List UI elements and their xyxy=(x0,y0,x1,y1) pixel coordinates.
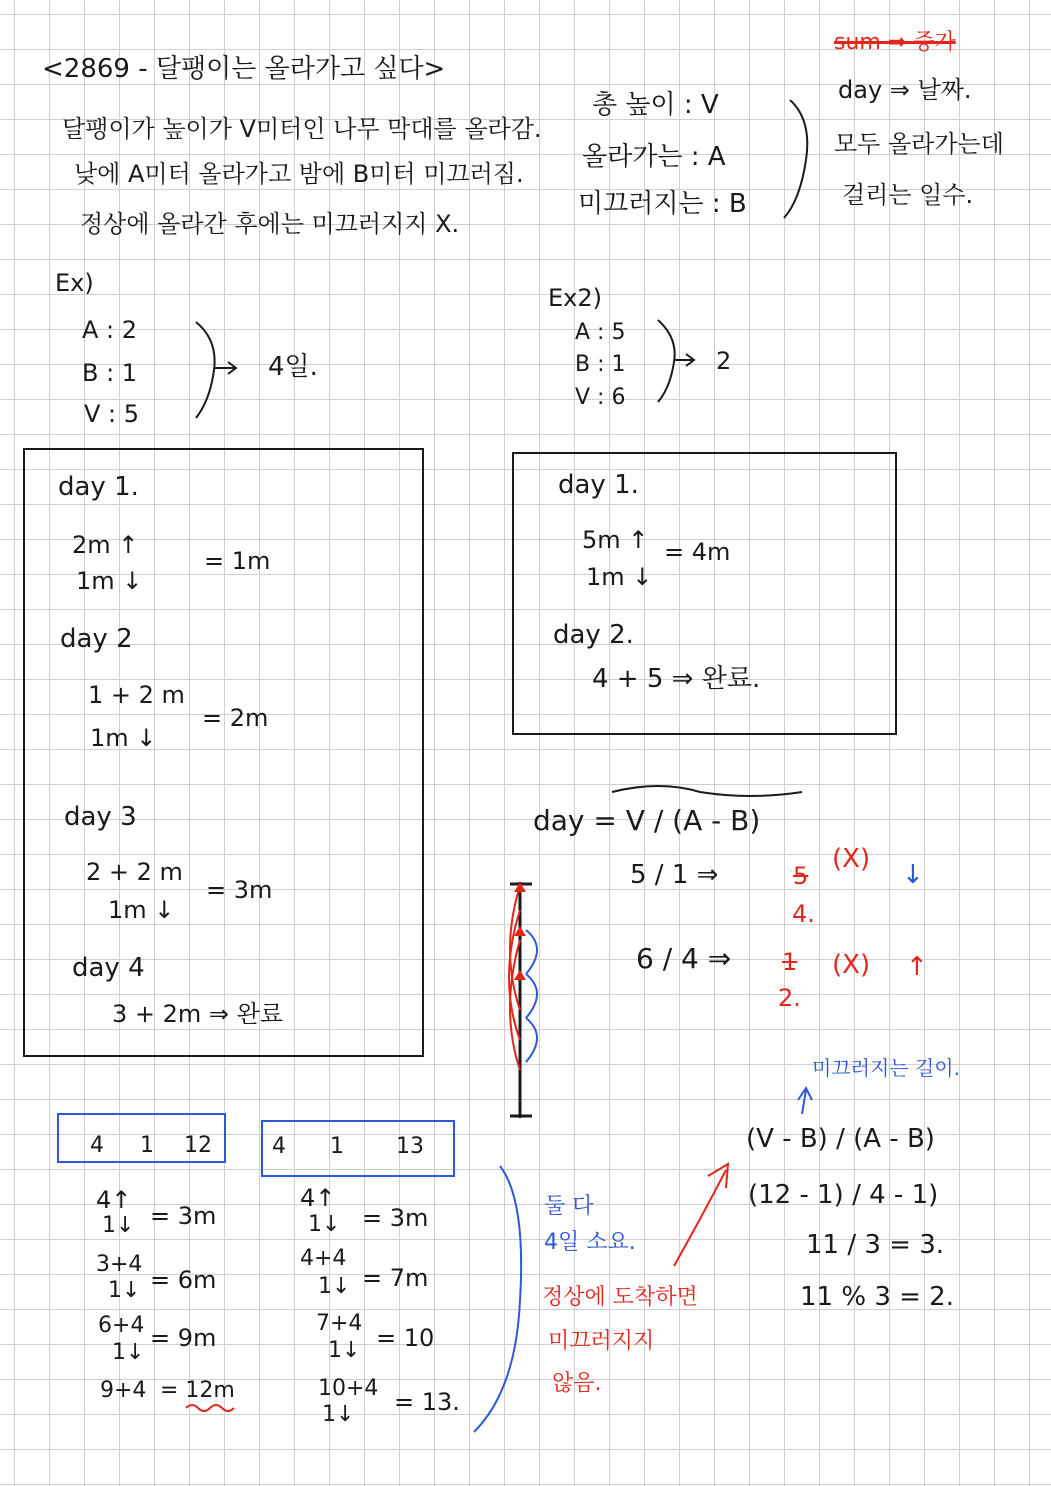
test2-a: 13 xyxy=(396,1134,424,1159)
problem-line-2: 낮에 A미터 올라가고 밤에 B미터 미끄러짐. xyxy=(74,160,524,188)
calc2-row3-bot: 1↓ xyxy=(328,1338,361,1363)
problem-line-1: 달팽이가 높이가 V미터인 나무 막대를 올라감. xyxy=(62,115,542,143)
box1-day1-label: day 1. xyxy=(58,472,139,502)
box2-day2-label: day 2. xyxy=(553,620,634,650)
box2-day1-up: 5m ↑ xyxy=(582,526,649,554)
calc2-row4-top: 10+4 xyxy=(318,1376,379,1401)
ex1-label: Ex) xyxy=(55,269,94,297)
test1-v: 4 xyxy=(90,1133,104,1158)
var-slide: 미끄러지는 : B xyxy=(578,189,747,219)
formula-row1-mark: (X) xyxy=(832,844,871,874)
calc1-row4-top: 9+4 xyxy=(100,1378,147,1403)
calc2-row1-bot: 1↓ xyxy=(308,1212,341,1237)
calc2-row1-top: 4↑ xyxy=(300,1184,336,1212)
box2-day2-line: 4 + 5 ⇒ 완료. xyxy=(592,664,761,694)
calc2-row4-bot: 1↓ xyxy=(322,1402,355,1427)
final-div: 11 / 3 = 3. xyxy=(806,1230,945,1260)
box1-day3-eq: = 3m xyxy=(206,876,273,904)
box1-day4-label: day 4 xyxy=(72,953,145,983)
struck-note: sum ⇒ 증가 xyxy=(834,30,956,55)
box1-day2-eq: = 2m xyxy=(202,704,269,732)
box2-day1-down: 1m ↓ xyxy=(586,563,653,591)
page-title: <2869 - 달팽이는 올라가고 싶다> xyxy=(42,54,446,84)
formula-row1-arrow: ↓ xyxy=(902,860,924,890)
box1-day3-label: day 3 xyxy=(64,802,137,832)
box1-day1-up: 2m ↑ xyxy=(72,531,139,559)
final-formula: (V - B) / (A - B) xyxy=(746,1124,935,1154)
calc1-row4-eq: = 12m xyxy=(160,1378,235,1403)
calc1-row1-eq: = 3m xyxy=(150,1202,217,1230)
ex2-a: A : 5 xyxy=(575,320,626,345)
final-formula-sub: (12 - 1) / 4 - 1) xyxy=(748,1180,939,1210)
test2-v: 4 xyxy=(272,1134,286,1159)
calc2-row4-eq: = 13. xyxy=(394,1388,460,1416)
note-day: day ⇒ 날짜. xyxy=(838,76,972,104)
test-case-box-2 xyxy=(261,1120,455,1177)
test1-b: 1 xyxy=(140,1133,154,1158)
var-climb: 올라가는 : A xyxy=(582,142,726,172)
calc2-row2-eq: = 7m xyxy=(362,1264,429,1292)
note-both: 둘 다 xyxy=(544,1194,594,1219)
calc2-row2-top: 4+4 xyxy=(300,1246,347,1271)
formula-row2: 6 / 4 ⇒ xyxy=(636,942,732,975)
formula-row1: 5 / 1 ⇒ xyxy=(630,860,719,890)
note-slide-length: 미끄러지는 길이. xyxy=(812,1056,960,1080)
test2-b: 1 xyxy=(330,1134,344,1159)
calc2-row1-eq: = 3m xyxy=(362,1204,429,1232)
note-no-slide: 미끄러지지 xyxy=(548,1329,655,1354)
note-line-2: 모두 올라가는데 xyxy=(834,130,1004,158)
box1-day1-down: 1m ↓ xyxy=(76,567,143,595)
box1-day2-down: 1m ↓ xyxy=(90,724,157,752)
note-reach-top: 정상에 도착하면 xyxy=(542,1285,698,1310)
box1-day2-up: 1 + 2 m xyxy=(88,681,185,709)
ex1-a: A : 2 xyxy=(82,316,138,344)
formula-row1-struck: 5 xyxy=(793,862,809,890)
note-none: 않음. xyxy=(552,1371,602,1396)
formula-row2-struck: 1 xyxy=(782,948,798,976)
ex2-v: V : 6 xyxy=(575,385,626,410)
test1-a: 12 xyxy=(184,1133,212,1158)
calc1-row3-bot: 1↓ xyxy=(112,1340,145,1365)
formula-row2-arrow: ↑ xyxy=(906,952,928,982)
problem-line-3: 정상에 올라간 후에는 미끄러지지 X. xyxy=(80,210,460,238)
box1-day1-eq: = 1m xyxy=(204,547,271,575)
var-height: 총 높이 : V xyxy=(592,90,719,120)
box1-day3-up: 2 + 2 m xyxy=(86,858,183,886)
box1-day3-down: 1m ↓ xyxy=(108,896,175,924)
calc1-row1-top: 4↑ xyxy=(96,1186,132,1214)
formula-row1-fix: 4. xyxy=(792,900,815,928)
calc1-row2-bot: 1↓ xyxy=(108,1278,141,1303)
box1-day2-label: day 2 xyxy=(60,624,133,654)
ex1-v: V : 5 xyxy=(84,400,140,428)
calc2-row3-eq: = 10 xyxy=(376,1324,435,1352)
box1-day4-line: 3 + 2m ⇒ 완료 xyxy=(112,1000,284,1028)
ex2-b: B : 1 xyxy=(575,352,626,377)
formula-row2-mark: (X) xyxy=(832,950,871,980)
formula-main: day = V / (A - B) xyxy=(533,804,761,837)
calc1-row2-eq: = 6m xyxy=(150,1266,217,1294)
calc1-row3-top: 6+4 xyxy=(98,1313,145,1338)
note-line-3: 걸리는 일수. xyxy=(842,181,974,209)
calc2-row3-top: 7+4 xyxy=(316,1311,363,1336)
ex1-result: 4일. xyxy=(268,352,318,382)
calc1-row2-top: 3+4 xyxy=(96,1252,143,1277)
ex2-result: 2 xyxy=(716,347,732,375)
box2-day1-label: day 1. xyxy=(558,470,639,500)
final-mod: 11 % 3 = 2. xyxy=(800,1282,954,1312)
calc2-row2-bot: 1↓ xyxy=(318,1274,351,1299)
calc1-row3-eq: = 9m xyxy=(150,1324,217,1352)
formula-row2-fix: 2. xyxy=(778,984,801,1012)
box2-day1-eq: = 4m xyxy=(664,538,731,566)
note-four-days: 4일 소요. xyxy=(544,1230,636,1255)
calc1-row1-bot: 1↓ xyxy=(102,1213,135,1238)
ex2-label: Ex2) xyxy=(548,284,602,312)
ex1-b: B : 1 xyxy=(82,359,138,387)
